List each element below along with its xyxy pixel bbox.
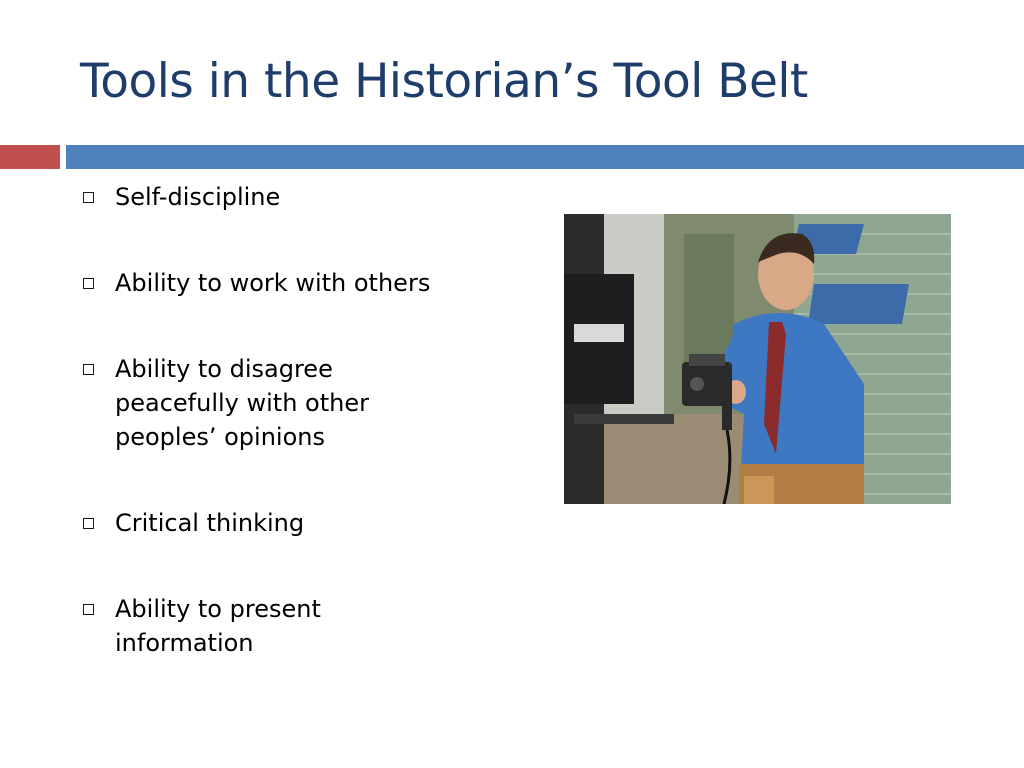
list-item xyxy=(80,592,395,660)
hollow-square-icon xyxy=(83,518,94,529)
hollow-square-icon xyxy=(83,364,94,375)
list-item xyxy=(80,266,520,300)
hollow-square-icon xyxy=(83,192,94,203)
list-item xyxy=(80,352,445,454)
accent-bar-red xyxy=(0,145,60,169)
hollow-square-icon xyxy=(83,278,94,289)
list-item xyxy=(80,506,520,540)
bullet-text: Ability to present information xyxy=(115,595,321,657)
slide-title: Tools in the Historian’s Tool Belt xyxy=(80,54,808,109)
bullet-list xyxy=(80,180,520,712)
photo-man-with-power-tool xyxy=(564,214,951,504)
list-item xyxy=(80,180,520,214)
hollow-square-icon xyxy=(83,604,94,615)
bullet-text: Critical thinking xyxy=(115,509,305,537)
bullet-text: Ability to work with others xyxy=(115,269,431,297)
bullet-text: Ability to disagree peacefully with other peoples’ opinions xyxy=(115,355,369,451)
accent-bar-blue xyxy=(66,145,1024,169)
bullet-text: Self-discipline xyxy=(115,183,281,211)
